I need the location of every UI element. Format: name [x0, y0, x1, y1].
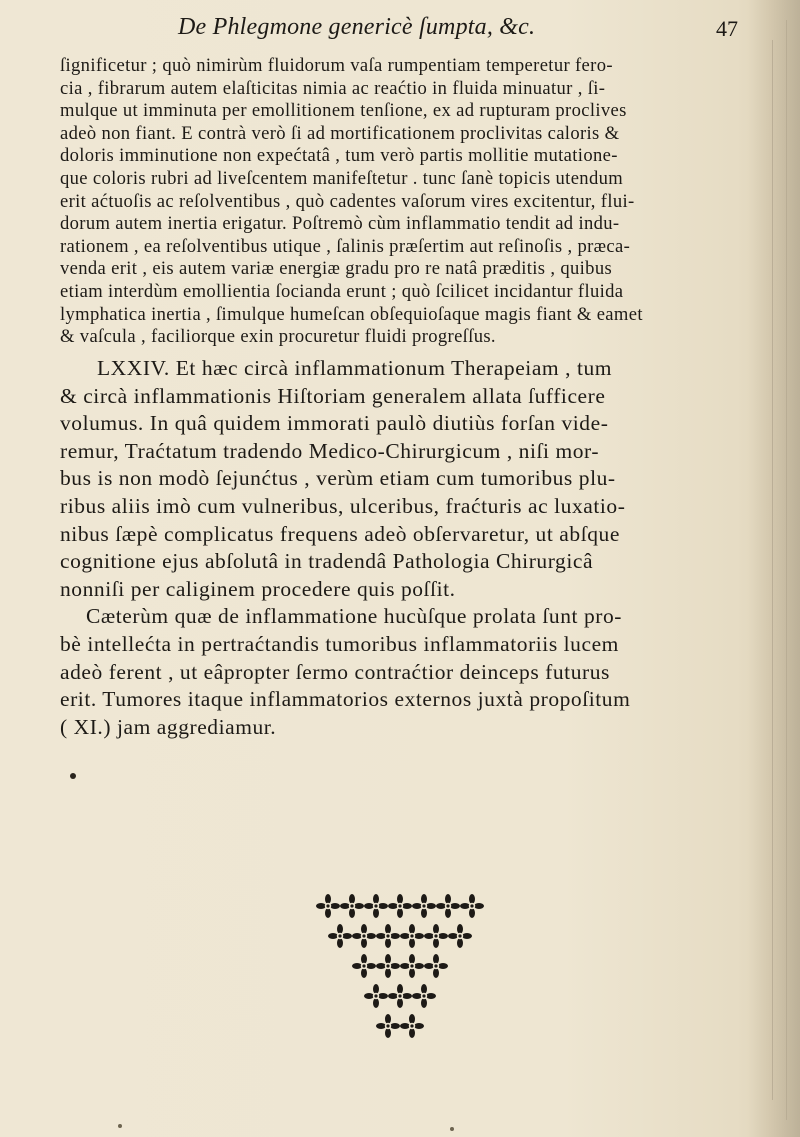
ornament-motif — [316, 894, 340, 918]
page-number: 47 — [716, 16, 738, 41]
text-line: nonniſi per caliginem procedere quis poſſit. — [60, 576, 456, 601]
text-line: rationem , ea reſolventibus utique , ſalinis præſertim aut reſinoſis , præca- — [60, 235, 631, 257]
text-line: erit. Tumores itaque inflammatorios externos juxtà propoſitum — [60, 687, 631, 712]
text-line: dorum autem inertia erigatur. Poſtremò cùm inflammatio tendit ad indu- — [60, 213, 620, 235]
page-header — [178, 14, 738, 48]
text-line: cia , fibrarum autem elaſticitas nimia ac reaćtio in fluida minuatur , ſi- — [60, 77, 606, 99]
tailpiece-ornament — [300, 892, 500, 1052]
ink-speck — [70, 773, 76, 779]
section-heading-line: LXXIV. Et hæc circà inflammationum Therapeiam , tum — [97, 356, 613, 380]
text-line: ribus aliis imò cum vulneribus, ulceribus, fraćturis ac luxatio- — [60, 493, 626, 518]
text-line: & vaſcula , faciliorque exin procuretur fluidi progreſſus. — [60, 326, 496, 348]
ornament-motif — [460, 894, 484, 918]
ornament-motif — [364, 984, 388, 1008]
ornament-motif — [448, 924, 472, 948]
text-line: mulque ut imminuta per emollitionem tenſione, ex ad rupturam proclives — [60, 100, 627, 122]
text-line: ſignificetur ; quò nimirùm fluidorum vaſa rumpentiam temperetur fero- — [60, 55, 613, 76]
ornament-motif — [412, 894, 436, 918]
ornament-motif — [388, 984, 412, 1008]
text-line: volumus. In quâ quidem immorati paulò diutiùs forſan vide- — [60, 411, 609, 436]
text-line: lymphatica inertia , ſimulque humeſcan obſequioſaque magis fiant & eamet — [60, 303, 643, 325]
ornament-motif — [364, 894, 388, 918]
text-line: nibus ſæpè complicatus frequens adeò obſervaretur, ut abſque — [60, 521, 620, 546]
ornament-motif — [400, 954, 424, 978]
text-line: ( XI.) jam aggrediamur. — [60, 714, 277, 739]
text-line: erit aćtuoſis ac reſolventibus , quò cadentes vaſorum vires excitentur, flui- — [60, 190, 635, 212]
text-line: cognitione ejus abſolutâ in tradendâ Pathologia Chirurgicâ — [60, 549, 594, 574]
ornament-motif — [328, 924, 352, 948]
text-line: adeò ferent , ut eâpropter ſermo contraćtior deinceps futurus — [60, 659, 610, 684]
ornament-motif — [424, 924, 448, 948]
ornament-motif — [352, 924, 376, 948]
ornament-motif — [388, 894, 412, 918]
text-line: & circà inflammationis Hiſtoriam generalem allata ſufficere — [60, 383, 606, 408]
text-line: que coloris rubri ad liveſcentem manifeſtetur . tunc ſanè topicis utendum — [60, 167, 624, 189]
ornament-motif — [352, 954, 376, 978]
ornament-motif — [400, 1014, 424, 1038]
ornament-motif — [376, 1014, 400, 1038]
ornament-motif — [376, 924, 400, 948]
running-title: De Phlegmone genericè ſumpta, &c. — [178, 14, 536, 40]
text-line: doloris imminutione non expećtatâ , tum verò partis mollitie mutatione- — [60, 145, 618, 167]
ornament-motif — [376, 954, 400, 978]
text-line: adeò non fiant. E contrà verò ſi ad mortificationem proclivitas caloris & — [60, 122, 620, 144]
paragraph-1 — [60, 55, 760, 349]
ornament-motif — [412, 984, 436, 1008]
text-line: etiam interdùm emollientia ſocianda erunt ; quò ſcilicet incidantur fluida — [60, 280, 624, 302]
page-edge-line — [772, 40, 773, 1100]
ink-speck — [450, 1127, 454, 1131]
text-line: bè intellećta in pertraćtandis tumoribus inflammatoriis lucem — [60, 631, 619, 656]
ornament-motif — [400, 924, 424, 948]
page-edge-line — [786, 20, 787, 1120]
text-line: bus is non modò ſejunćtus , verùm etiam cum tumoribus plu- — [60, 466, 616, 491]
text-line: remur, Traćtatum tradendo Medico-Chirurgicum , niſi mor- — [60, 438, 600, 463]
ink-speck — [118, 1124, 122, 1128]
ornament-motif — [340, 894, 364, 918]
ornament-motif — [424, 954, 448, 978]
text-line: Cæterùm quæ de inflammatione hucùſque prolata ſunt pro- — [86, 604, 622, 629]
ornament-motif — [436, 894, 460, 918]
paragraph-2 — [60, 355, 760, 741]
text-line: venda erit , eis autem variæ energiæ gradu pro re natâ præditis , quibus — [60, 258, 613, 280]
